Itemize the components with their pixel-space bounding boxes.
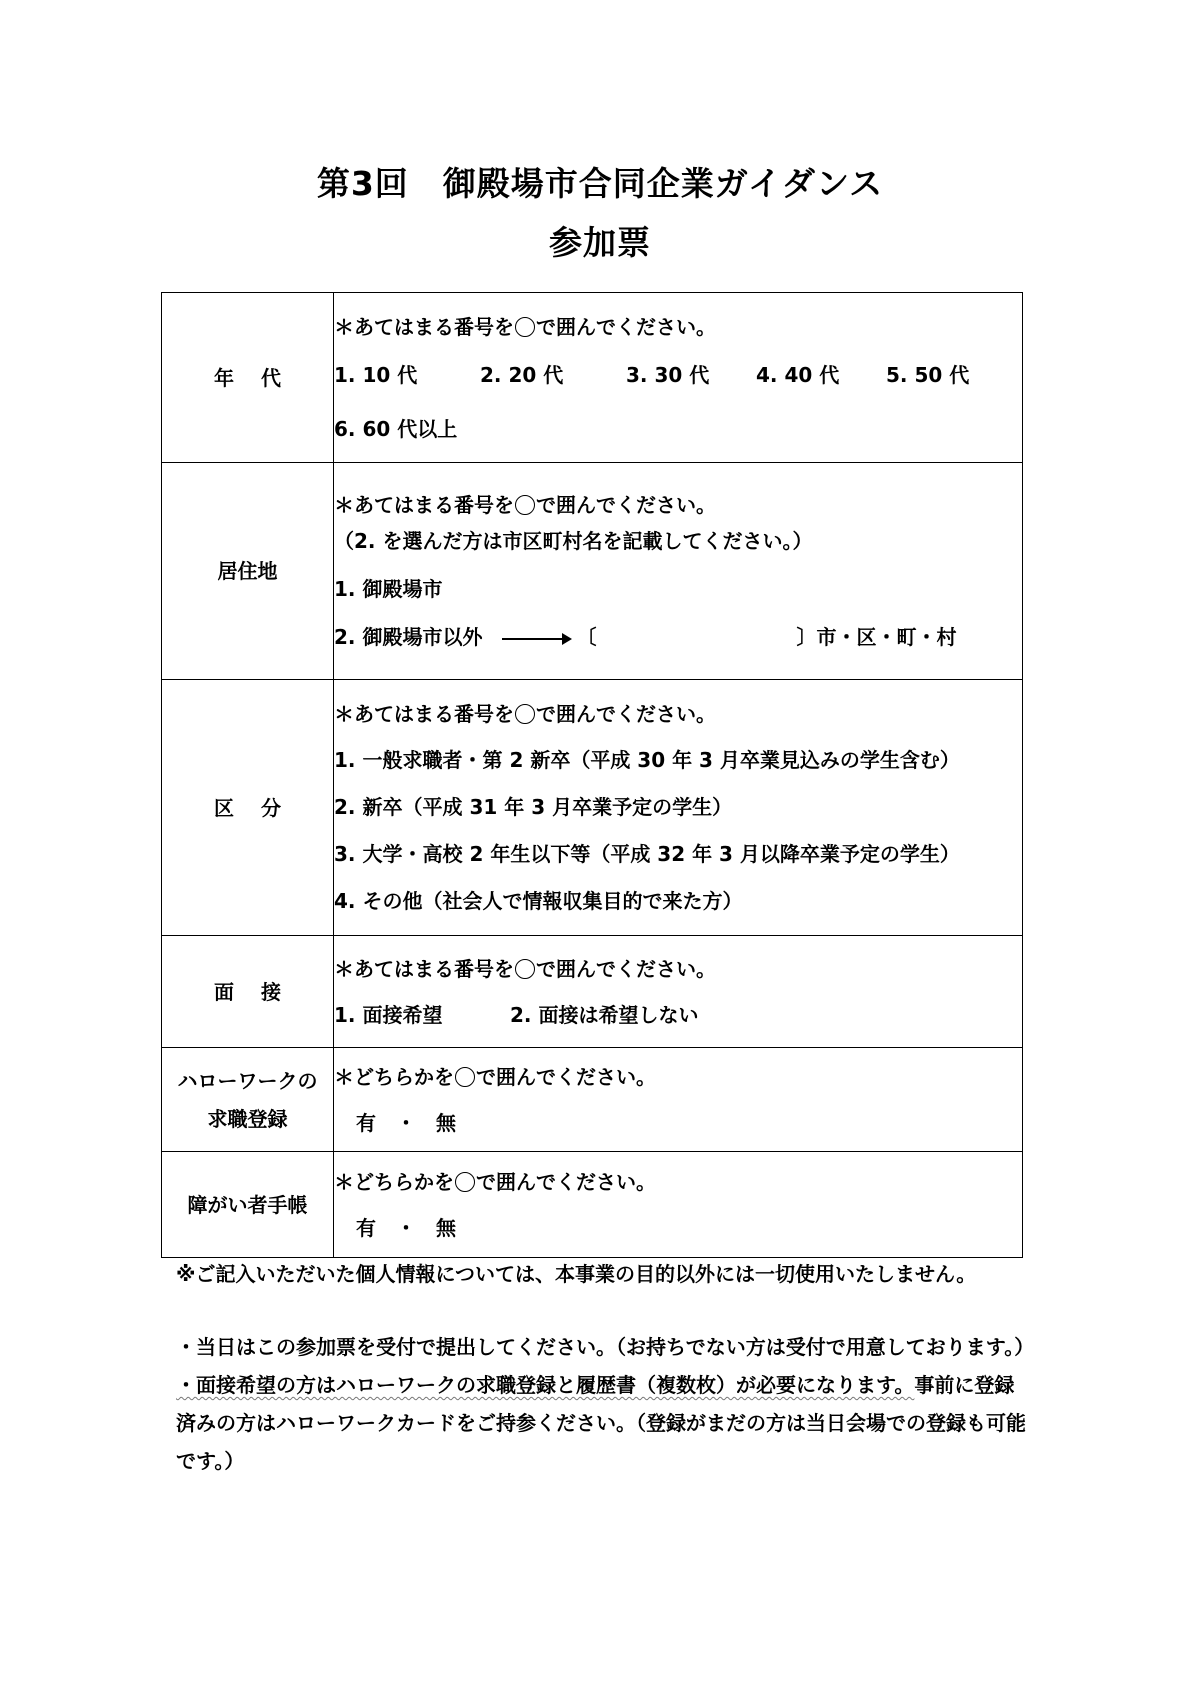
disability-content — [334, 1152, 1023, 1258]
page-title: 第3回 御殿場市合同企業ガイダンス — [316, 164, 884, 203]
age-option-3[interactable]: 3. 30 代 — [626, 362, 710, 387]
circle-icon — [515, 704, 535, 724]
category-option-4[interactable]: 4. その他（社会人で情報収集目的で来た方） — [334, 889, 743, 913]
disability-instruction: ＊どちらかを で囲んでください。 — [334, 1169, 656, 1194]
interview-row — [162, 936, 1023, 1048]
age-option-6[interactable]: 6. 60 代以上 — [334, 416, 458, 441]
circle-icon — [455, 1067, 475, 1087]
interview-option-1[interactable]: 1. 面接希望 — [334, 1002, 443, 1027]
hellowork-instruction: ＊どちらかを で囲んでください。 — [334, 1064, 656, 1089]
hellowork-answer[interactable]: 有 ・ 無 — [356, 1110, 456, 1135]
circle-icon — [455, 1172, 475, 1192]
circle-icon — [515, 317, 535, 337]
disability-label: 障がい者手帳 — [162, 1152, 334, 1258]
residence-option-2-label[interactable]: 2. 御殿場市以外 — [334, 625, 483, 649]
age-label: 年 代 — [162, 293, 334, 463]
interview-instruction: ＊あてはまる番号を で囲んでください。 — [334, 956, 716, 981]
arrow-right-icon — [502, 638, 570, 640]
interview-label: 面 接 — [162, 936, 334, 1048]
note-line-2: ・面接希望の方はハローワークの求職登録と履歴書（複数枚）が必要になります。事前に登録 — [176, 1373, 1015, 1397]
page-subtitle: 参加票 — [549, 223, 651, 262]
residence-row — [162, 463, 1023, 680]
privacy-note: ※ご記入いただいた個人情報については、本事業の目的以外には一切使用いたしません。 — [176, 1262, 977, 1286]
circle-icon — [515, 959, 535, 979]
category-row — [162, 680, 1023, 936]
interview-option-2[interactable]: 2. 面接は希望しない — [510, 1002, 699, 1027]
category-option-1[interactable]: 1. 一般求職者・第 2 新卒（平成 30 年 3 月卒業見込みの学生含む） — [334, 748, 960, 772]
instructions-notes — [176, 1328, 1056, 1480]
note-line-1: ・当日はこの参加票を受付で提出してください。（お持ちでない方は受付で用意しております。） — [176, 1335, 1035, 1359]
age-options — [334, 357, 1022, 393]
age-option-2[interactable]: 2. 20 代 — [480, 362, 564, 387]
age-content — [334, 293, 1023, 463]
category-label: 区 分 — [162, 680, 334, 936]
residence-option-2: 2. 御殿場市以外 〔 〕市・区・町・村 — [334, 625, 957, 649]
hellowork-row — [162, 1048, 1023, 1152]
interview-options — [334, 997, 1022, 1033]
note-line-3: 済みの方はハローワークカードをご持参ください。（登録がまだの方は当日会場での登録も可能 — [176, 1411, 1026, 1435]
category-option-2[interactable]: 2. 新卒（平成 31 年 3 月卒業予定の学生） — [334, 795, 733, 819]
circle-icon — [515, 495, 535, 515]
age-row — [162, 293, 1023, 463]
age-option-1[interactable]: 1. 10 代 — [334, 362, 418, 387]
disability-answer[interactable]: 有 ・ 無 — [356, 1215, 456, 1240]
age-instruction: ＊あてはまる番号を で囲んでください。 — [334, 314, 716, 339]
hellowork-content — [334, 1048, 1023, 1152]
residence-option-1[interactable]: 1. 御殿場市 — [334, 577, 443, 601]
category-instruction: ＊あてはまる番号を で囲んでください。 — [334, 702, 716, 726]
age-option-4[interactable]: 4. 40 代 — [756, 362, 840, 387]
residence-note: （2. を選んだ方は市区町村名を記載してください。） — [334, 529, 813, 553]
residence-instruction: ＊あてはまる番号を で囲んでください。 — [334, 493, 716, 517]
residence-content — [334, 463, 1023, 680]
note-line-4: です。） — [176, 1449, 245, 1473]
age-option-5[interactable]: 5. 50 代 — [886, 362, 970, 387]
disability-row — [162, 1152, 1023, 1258]
interview-content — [334, 936, 1023, 1048]
category-content — [334, 680, 1023, 936]
registration-form-table — [161, 292, 1023, 1258]
residence-label: 居住地 — [162, 463, 334, 680]
category-option-3[interactable]: 3. 大学・高校 2 年生以下等（平成 32 年 3 月以降卒業予定の学生） — [334, 842, 960, 866]
hellowork-label: ハローワークの 求職登録 — [162, 1048, 334, 1152]
